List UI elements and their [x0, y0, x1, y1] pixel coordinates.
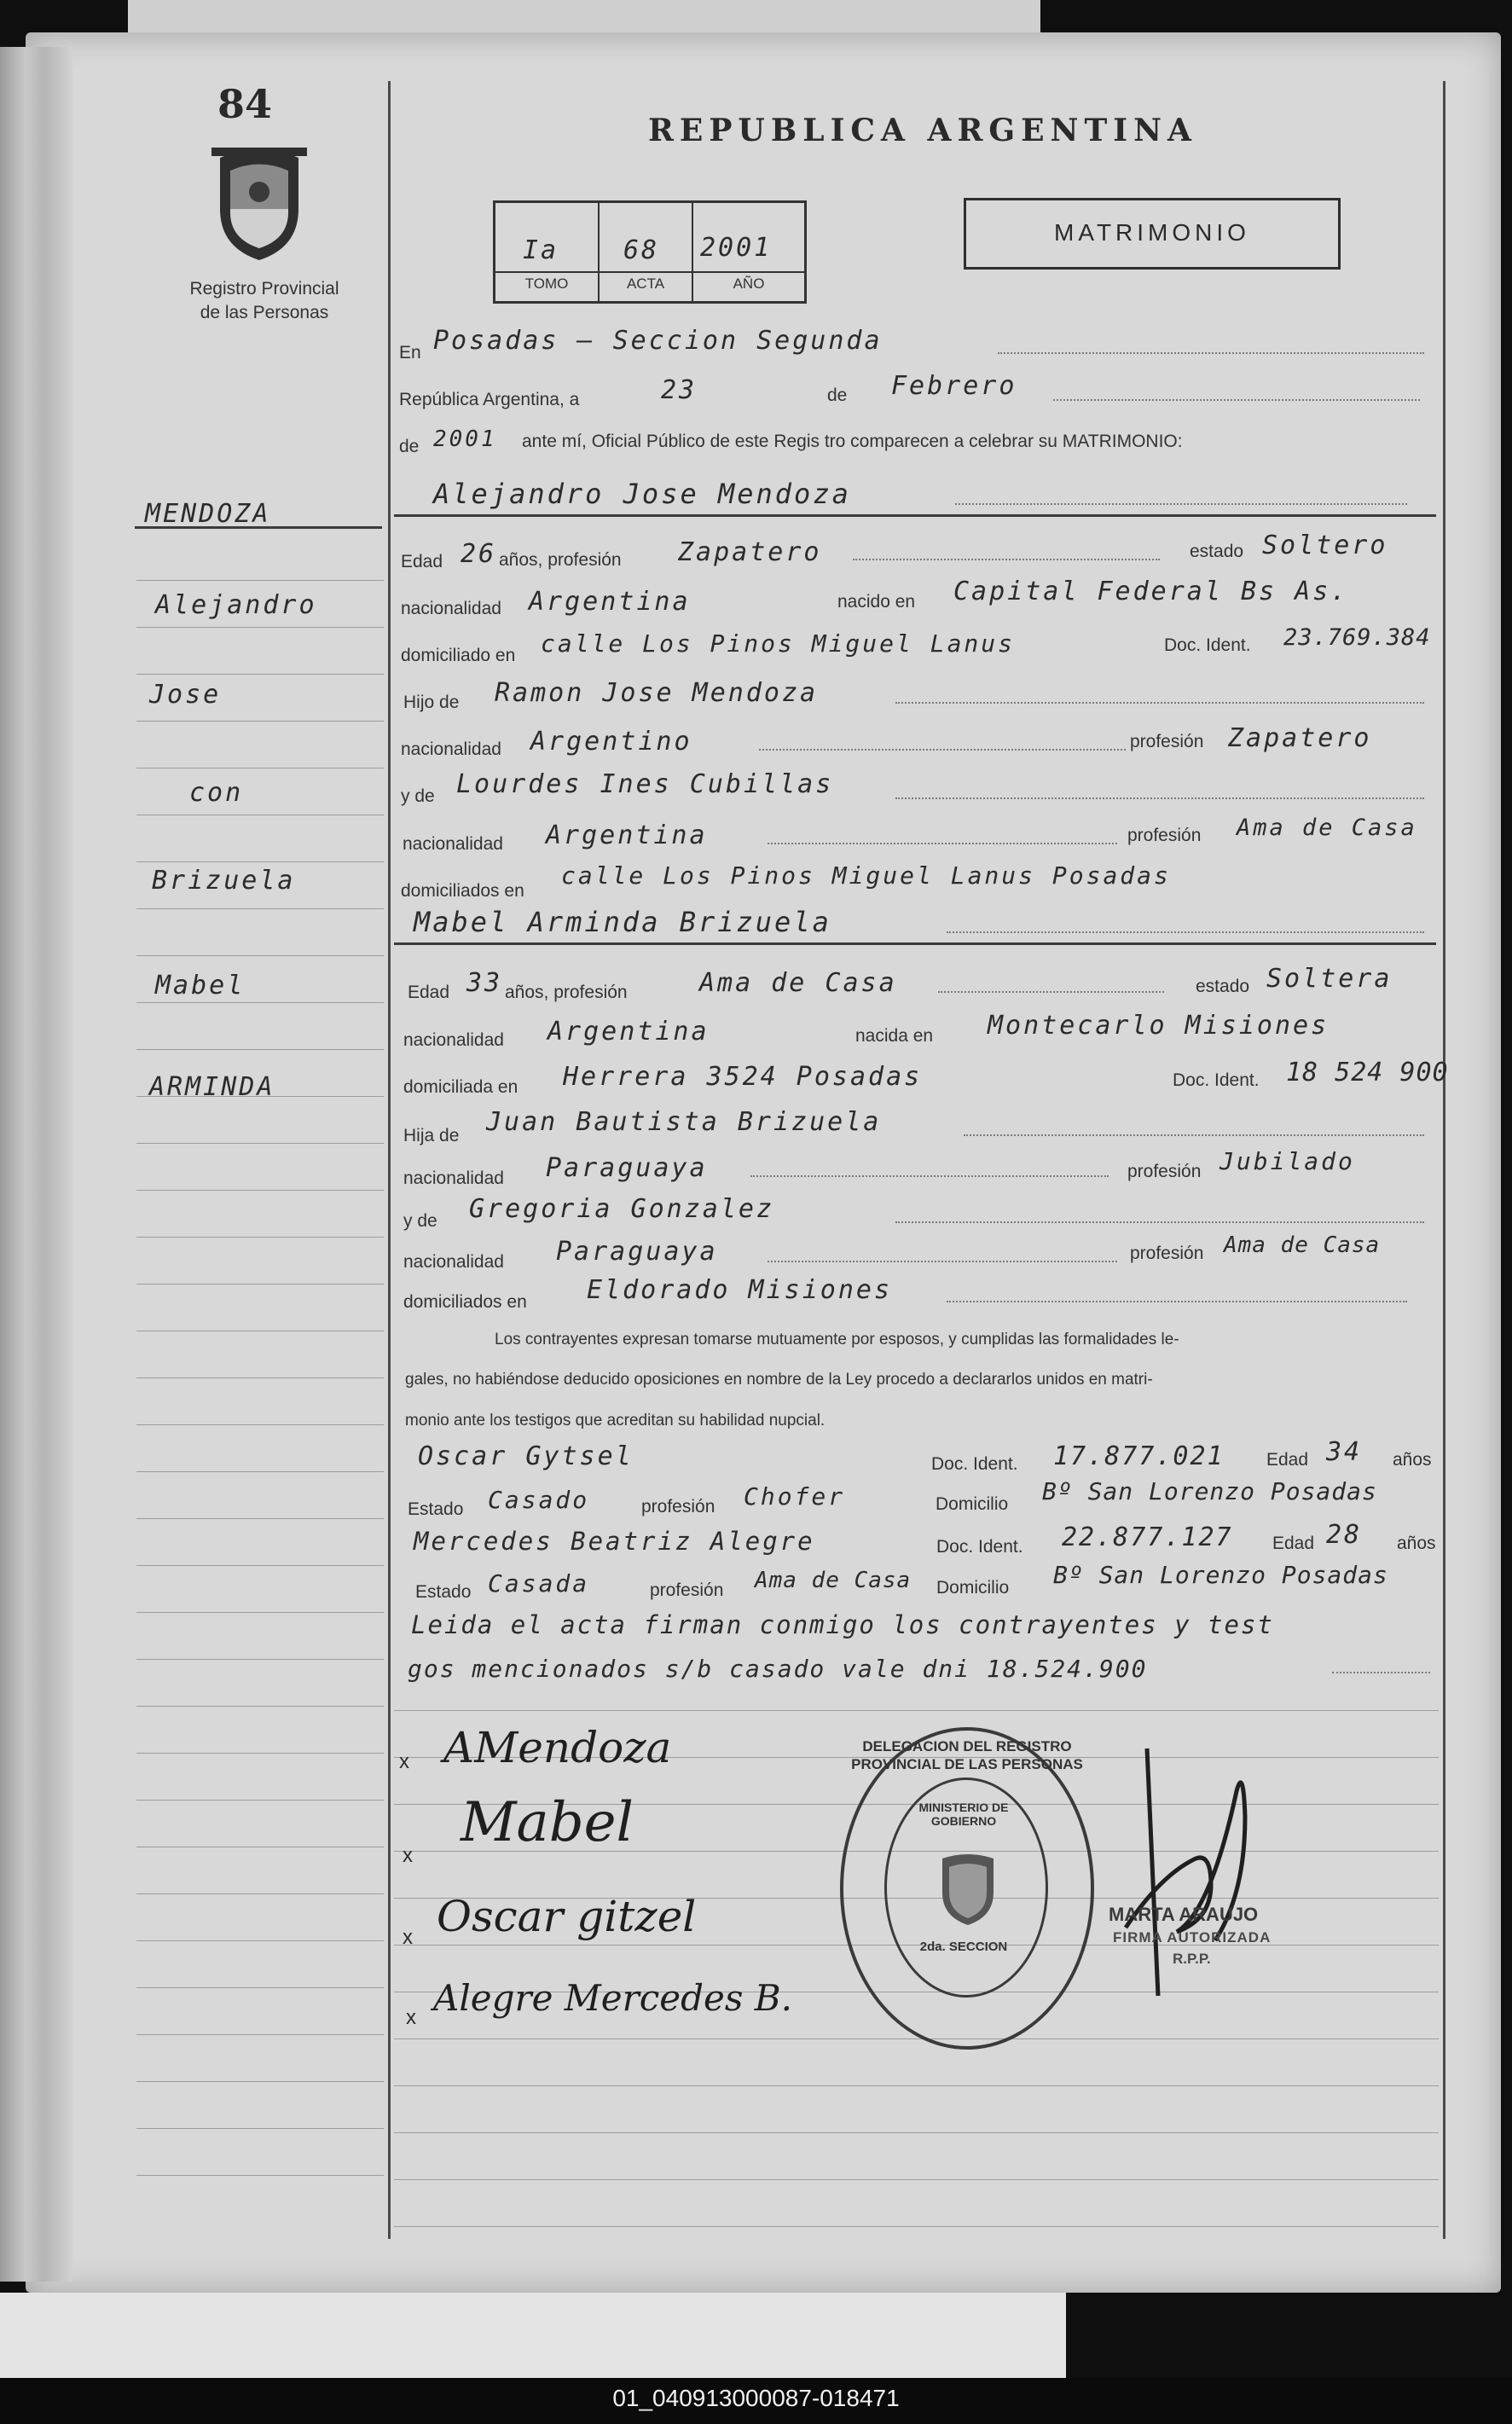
witness1-name: Oscar Gytsel	[418, 1441, 634, 1471]
witness2-name: Mercedes Beatriz Alegre	[414, 1527, 815, 1556]
fill-line	[759, 749, 1126, 751]
bride-nacida-en: Montecarlo Misiones	[988, 1011, 1330, 1041]
country-title: REPUBLICA ARGENTINA	[648, 113, 1197, 148]
right-border	[1443, 81, 1445, 2239]
witness2-estado: Casada	[488, 1569, 590, 1598]
fill-line	[895, 1221, 1424, 1223]
body-rule	[394, 2179, 1439, 2180]
witness1-edad: 34	[1326, 1437, 1363, 1467]
witness2-profesion-label: profesión	[650, 1580, 724, 1600]
witness1-estado-label: Estado	[408, 1499, 464, 1519]
margin-note: Mabel	[155, 971, 246, 1000]
bride-nacionalidad: Argentina	[547, 1017, 710, 1047]
official-stamp-title: FIRMA AUTORIZADA	[1113, 1929, 1272, 1946]
bride-edad-label: Edad	[408, 983, 450, 1002]
margin-note: Jose	[149, 680, 222, 710]
groom-father-prof-label: profesión	[1130, 732, 1204, 751]
groom-domicilio-label: domiciliado en	[401, 646, 516, 665]
witness2-profesion: Ama de Casa	[755, 1568, 912, 1593]
tomo-label: TOMO	[524, 275, 569, 292]
fill-line	[947, 1301, 1407, 1302]
left-rule	[136, 1612, 384, 1613]
bride-father-prof: Jubilado	[1219, 1147, 1355, 1175]
groom-full-name: Alejandro Jose Mendoza	[433, 478, 851, 510]
witness2-doc: 22.877.127	[1062, 1522, 1233, 1552]
bride-mother-prof: Ama de Casa	[1224, 1232, 1381, 1258]
file-id-label: 01_040913000087-018471	[612, 2385, 900, 2411]
left-rule	[136, 1706, 384, 1707]
month-value: Febrero	[891, 371, 1017, 401]
witness2-estado-label: Estado	[415, 1582, 472, 1602]
groom-mother-prof-label: profesión	[1127, 826, 1202, 845]
day-value: 23	[661, 375, 698, 405]
bride-profesion-label: años, profesión	[505, 983, 628, 1002]
book-binding	[0, 47, 72, 2282]
bride-hija-label: Hija de	[403, 1126, 460, 1145]
x-mark: x	[399, 1750, 409, 1773]
margin-note: ARMINDA	[149, 1072, 275, 1102]
fill-line	[768, 843, 1117, 844]
bride-full-name: Mabel Arminda Brizuela	[414, 906, 831, 938]
left-rule	[136, 1753, 384, 1754]
bride-doc-label: Doc. Ident.	[1173, 1070, 1260, 1090]
declaration-line2: gales, no habiéndose deducido oposiciones en nombre de la Ley procedo a declararlos unidos en matri-	[405, 1371, 1153, 1389]
acta-value: 68	[623, 235, 660, 265]
witness1-domicilio: Bº San Lorenzo Posadas	[1042, 1477, 1377, 1505]
ano-label: AÑO	[733, 275, 765, 292]
body-rule	[394, 2085, 1439, 2086]
left-rule	[136, 1940, 384, 1941]
bride-father-nac-label: nacionalidad	[403, 1169, 504, 1188]
x-mark: x	[406, 2006, 416, 2029]
bride-domicilio: Herrera 3524 Posadas	[563, 1062, 923, 1092]
de-label: de	[827, 386, 848, 405]
groom-parents-dom: calle Los Pinos Miguel Lanus Posadas	[561, 861, 1171, 890]
margin-note: con	[189, 778, 244, 808]
act-type-label: MATRIMONIO	[1054, 219, 1250, 246]
closing-line1: Leida el acta firman conmigo los contrayentes y test	[411, 1610, 1274, 1639]
signature-bride: Mabel	[461, 1791, 634, 1854]
groom-edad: 26	[461, 539, 497, 569]
witness1-doc: 17.877.021	[1053, 1441, 1225, 1471]
fill-line	[938, 991, 1164, 993]
year-value: 2001	[433, 426, 497, 452]
groom-nacido-en: Capital Federal Bs As.	[953, 577, 1349, 606]
fill-line	[1332, 1672, 1430, 1673]
bride-mother-name: Gregoria Gonzalez	[469, 1194, 775, 1224]
declaration-line1: Los contrayentes expresan tomarse mutuamente por esposos, y cumplidas las formalidades le-	[495, 1331, 1179, 1348]
official-signature-icon	[1109, 1740, 1279, 2021]
box-divider	[495, 271, 804, 273]
bride-mother-nac-label: nacionalidad	[403, 1252, 504, 1272]
bride-edad: 33	[466, 968, 503, 998]
ano-value: 2001	[700, 233, 773, 263]
closing-line2: gos mencionados s/b casado vale dni 18.524.900	[408, 1655, 1148, 1683]
witness1-edad-label: Edad	[1266, 1450, 1309, 1470]
groom-mother-name: Lourdes Ines Cubillas	[456, 769, 834, 799]
acta-label: ACTA	[626, 275, 665, 292]
tomo-value: Ia	[523, 235, 559, 265]
left-rule	[136, 1471, 384, 1472]
section-rule	[394, 514, 1436, 517]
x-mark: x	[403, 1844, 413, 1867]
page-number: 84	[217, 81, 273, 127]
left-rule	[136, 1424, 384, 1425]
fill-line	[895, 797, 1424, 799]
groom-profesion-label: años, profesión	[499, 550, 622, 570]
signature-witness2: Alegre Mercedes B.	[433, 1977, 792, 2019]
official-stamp-office: R.P.P.	[1173, 1951, 1211, 1967]
left-rule	[136, 1237, 384, 1238]
left-rule	[136, 1565, 384, 1566]
bride-father-nac: Paraguaya	[546, 1153, 708, 1183]
groom-domicilio: calle Los Pinos Miguel Lanus	[541, 629, 1016, 658]
groom-edad-label: Edad	[401, 552, 443, 571]
groom-mother-nac: Argentina	[546, 821, 708, 850]
left-rule	[136, 2034, 384, 2035]
groom-nacionalidad: Argentina	[529, 587, 691, 617]
groom-profesion: Zapatero	[678, 537, 822, 567]
groom-estado-label: estado	[1190, 542, 1244, 561]
bride-yde-label: y de	[403, 1211, 437, 1231]
fill-line	[853, 559, 1160, 560]
bride-parents-dom-label: domiciliados en	[403, 1292, 527, 1312]
fill-line	[750, 1175, 1109, 1177]
republica-label: República Argentina, a	[399, 390, 580, 409]
signature-groom: AMendoza	[443, 1723, 672, 1772]
left-rule	[136, 2175, 384, 2176]
witness2-anos-label: años	[1397, 1534, 1436, 1553]
left-rule	[136, 1377, 384, 1378]
groom-father-name: Ramon Jose Mendoza	[495, 678, 819, 708]
bride-estado-label: estado	[1196, 977, 1250, 996]
witness2-edad: 28	[1326, 1520, 1363, 1550]
left-rule	[136, 955, 384, 956]
coat-of-arms-icon	[203, 141, 316, 264]
ante-text: ante mí, Oficial Público de este Regis tro comparecen a celebrar su MATRIMONIO:	[522, 432, 1183, 451]
stamp-bottom-text: 2da. SECCION	[919, 1940, 1008, 1954]
groom-nacido-label: nacido en	[837, 592, 916, 612]
witness1-profesion-label: profesión	[641, 1497, 715, 1516]
witness2-edad-label: Edad	[1272, 1534, 1315, 1553]
left-rule	[136, 1659, 384, 1660]
fill-line	[895, 702, 1424, 704]
body-rule	[394, 1710, 1439, 1711]
place-value: Posadas – Seccion Segunda	[433, 326, 883, 356]
de-label-2: de	[399, 437, 420, 456]
groom-mother-nac-label: nacionalidad	[403, 834, 503, 854]
official-stamp	[840, 1727, 1094, 2050]
left-rule	[136, 1002, 384, 1003]
left-rule	[136, 1987, 384, 1988]
groom-yde-label: y de	[401, 786, 435, 806]
fill-line	[998, 352, 1424, 354]
left-rule	[136, 1190, 384, 1191]
groom-father-nac-label: nacionalidad	[401, 739, 501, 759]
registry-name-line2: de las Personas	[200, 303, 329, 322]
bride-parents-dom: Eldorado Misiones	[587, 1275, 893, 1305]
fill-line	[955, 503, 1407, 505]
bride-doc: 18 524 900	[1286, 1058, 1449, 1087]
groom-father-prof: Zapatero	[1228, 723, 1372, 753]
groom-hijo-label: Hijo de	[403, 693, 460, 712]
groom-nacionalidad-label: nacionalidad	[401, 599, 501, 618]
registry-name-line1: Registro Provincial	[189, 279, 339, 299]
act-type-box	[964, 198, 1341, 270]
groom-father-nac: Argentino	[530, 727, 692, 757]
witness1-profesion: Chofer	[744, 1482, 846, 1511]
left-rule	[136, 1518, 384, 1519]
en-label: En	[399, 343, 421, 362]
left-rule	[136, 627, 384, 628]
witness2-domicilio: Bº San Lorenzo Posadas	[1053, 1561, 1388, 1589]
margin-note: MENDOZA	[145, 499, 271, 529]
left-rule	[136, 2128, 384, 2129]
witness2-domicilio-label: Domicilio	[936, 1578, 1010, 1598]
margin-note: Brizuela	[152, 866, 296, 896]
groom-estado: Soltero	[1262, 531, 1388, 560]
fill-line	[964, 1134, 1424, 1136]
stamp-crest-icon	[934, 1850, 1002, 1927]
x-mark: x	[403, 1926, 413, 1949]
section-rule	[394, 942, 1436, 945]
bride-father-name: Juan Bautista Brizuela	[486, 1107, 882, 1137]
bride-mother-prof-label: profesión	[1130, 1244, 1204, 1263]
groom-mother-prof: Ama de Casa	[1237, 815, 1417, 841]
stamp-inner-text: MINISTERIO DE GOBIERNO	[918, 1801, 1009, 1828]
witness1-estado: Casado	[488, 1486, 590, 1514]
witness1-doc-label: Doc. Ident.	[931, 1454, 1018, 1474]
left-rule	[136, 2081, 384, 2082]
groom-doc-label: Doc. Ident.	[1164, 635, 1251, 655]
official-stamp-name: MARTA ARAUJO	[1109, 1904, 1259, 1925]
left-rule	[136, 1893, 384, 1894]
bride-profesion: Ama de Casa	[699, 968, 897, 998]
bride-nacida-label: nacida en	[855, 1026, 934, 1046]
body-rule	[394, 2226, 1439, 2227]
left-rule	[136, 1143, 384, 1144]
page-bottom-edge	[0, 2293, 1066, 2378]
groom-doc: 23.769.384	[1283, 624, 1431, 651]
bride-domicilio-label: domiciliada en	[403, 1077, 518, 1097]
body-rule	[394, 2038, 1439, 2039]
bride-father-prof-label: profesión	[1127, 1162, 1202, 1181]
left-rule	[136, 1800, 384, 1801]
bride-nacionalidad-label: nacionalidad	[403, 1030, 504, 1050]
witness1-domicilio-label: Domicilio	[936, 1494, 1009, 1514]
bride-mother-nac: Paraguaya	[556, 1237, 718, 1267]
record-number-box	[493, 200, 807, 304]
witness1-anos-label: años	[1393, 1450, 1432, 1470]
signature-witness1: Oscar gitzel	[437, 1892, 697, 1941]
groom-parents-dom-label: domiciliados en	[401, 881, 524, 901]
stamp-outer-text: DELEGACION DEL REGISTRO PROVINCIAL DE LAS PERSONAS	[851, 1738, 1083, 1773]
bride-estado: Soltera	[1266, 964, 1393, 994]
left-rule	[136, 1049, 384, 1050]
left-rule	[136, 861, 384, 862]
left-rule	[136, 674, 384, 675]
witness2-doc-label: Doc. Ident.	[936, 1537, 1023, 1557]
margin-note: Alejandro	[155, 590, 317, 620]
left-rule	[136, 721, 384, 722]
fill-line	[1053, 399, 1420, 401]
fill-line	[768, 1261, 1117, 1262]
left-rule	[136, 580, 384, 581]
left-rule	[136, 908, 384, 909]
fill-line	[947, 931, 1424, 933]
body-rule	[394, 2132, 1439, 2133]
declaration-line3: monio ante los testigos que acreditan su habilidad nupcial.	[405, 1412, 826, 1429]
column-divider	[388, 81, 391, 2239]
